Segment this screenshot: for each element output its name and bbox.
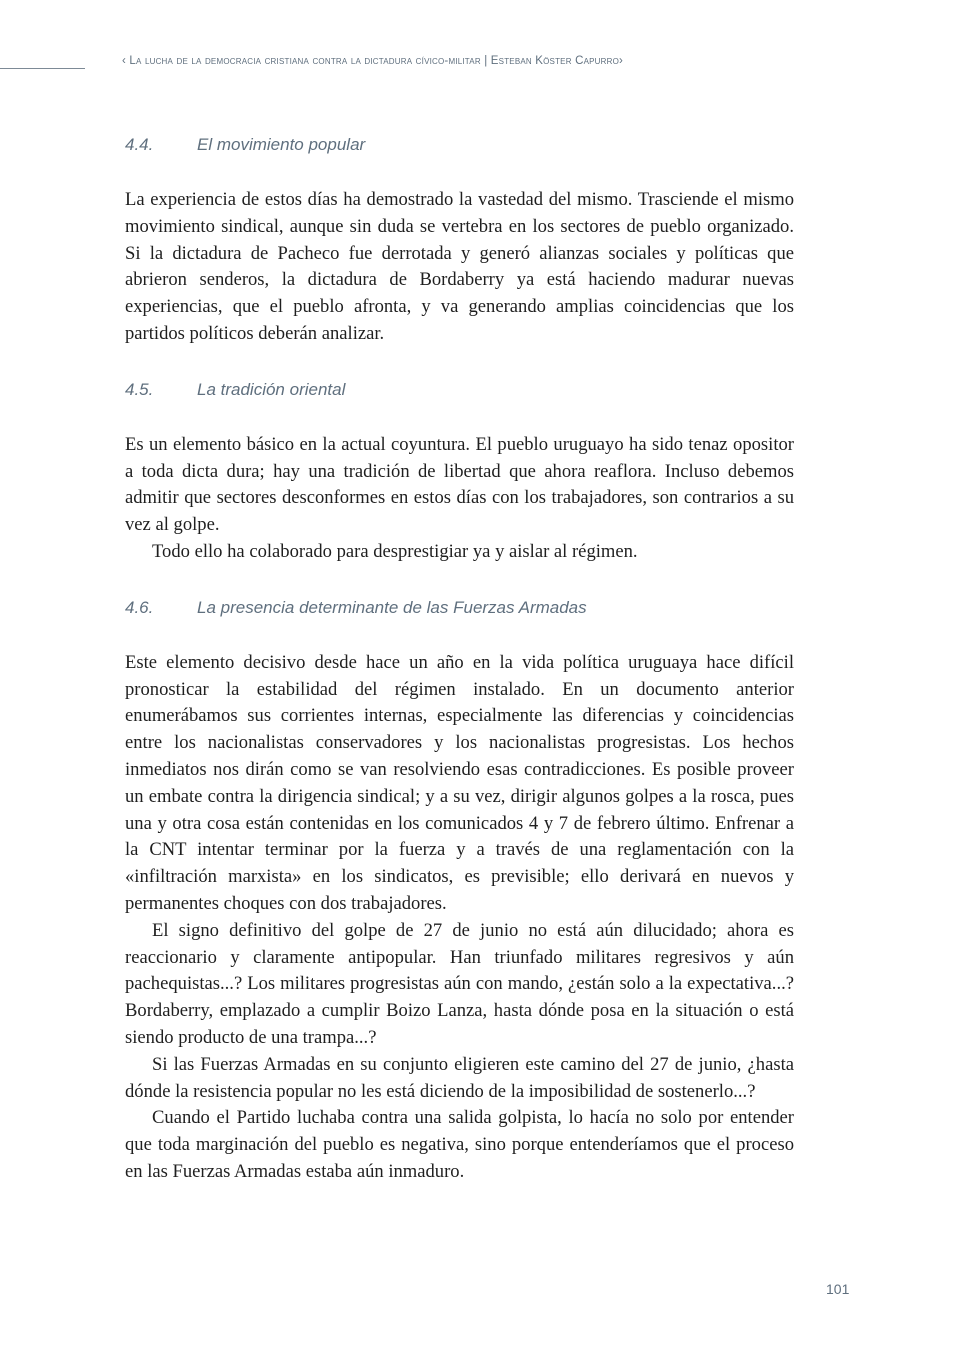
- section-heading: [125, 593, 794, 623]
- section-title: La presencia determinante de las Fuerzas Armadas: [197, 597, 587, 617]
- page-number: 101: [826, 1281, 850, 1297]
- section-title: El movimiento popular: [197, 135, 366, 154]
- body-paragraph: Es un elemento básico en la actual coyuntura. El pueblo uruguayo ha sido tenaz opositor a toda dicta dura; hay una tradición de libertad que ahora reaflora. Incluso debemos admitir que sectores desconformes en estos días con los trabajadores, son contrarios a su vez al golpe.: [125, 433, 794, 536]
- section-heading: [125, 375, 794, 405]
- section-number: 4.5.: [125, 379, 154, 399]
- running-header: ‹ La lucha de la democracia cristiana contra la dictadura cívico-militar | Esteban Köster Capurro›: [122, 55, 624, 67]
- body-paragraph: El signo definitivo del golpe de 27 de junio no está aún dilucidado; ahora es reaccionario y claramente antipopular. Han triunfado militares regresivos y aún pachequistas...? Los militares progresistas aún con mando, ¿están solo a la expectativa...? Bordaberry, emplazado a cumplir Boizo Lanza, hasta dónde posa en la situación o está siendo producto de una trampa...?: [125, 919, 794, 1048]
- header-rule: [0, 68, 85, 69]
- section-number: 4.6.: [125, 597, 154, 617]
- body-paragraph: La experiencia de estos días ha demostrado la vastedad del mismo. Trasciende el mismo movimiento sindical, aunque sin duda se vertebra en los sectores de pueblo organizado. Si la dictadura de Pacheco fue derrotada y generó alianzas sociales y políticas que abrieron senderos, la dictadura de Bordaberry ya está haciendo madurar nuevas experiencias, que el pueblo afronta, y va generando amplias coincidencias que los partidos políticos deberán analizar.: [125, 189, 794, 344]
- body-paragraph: Si las Fuerzas Armadas en su conjunto eligieren este camino del 27 de junio, ¿hasta dónde la resistencia popular no les está diciendo de la imposibilidad de sostenerlo...?: [125, 1053, 794, 1102]
- page-content: [125, 130, 794, 1186]
- section-number: 4.4.: [125, 135, 154, 154]
- body-paragraph: Todo ello ha colaborado para desprestigiar ya y aislar al régimen.: [152, 540, 638, 562]
- body-paragraph: Este elemento decisivo desde hace un año en la vida política uruguaya hace difícil pronosticar la estabilidad del régimen instalado. En un documento anterior enumerábamos sus corrientes internas, especialmente las diferencias y coincidencias entre los nacionalistas conservadores y los nacionalistas progresistas. Los hechos inmediatos nos dirán como se van resolviendo esas contradicciones. Es posible proveer un embate contra la dirigencia sindical; y a su vez, dirigir algunos golpes a la rosca, pues una y otra cosa están contenidas en los comunicados 4 y 7 de febrero último. Enfrenar a la CNT intentar terminar por la fuerza y a través de una reglamentación con la «infiltración marxista» en los sindicatos, es previsible; ello derivará en nuevos y permanentes choques con dos trabajadores.: [125, 651, 794, 914]
- body-paragraph: Cuando el Partido luchaba contra una salida golpista, lo hacía no solo por entender que toda marginación del pueblo es negativa, sino porque entenderíamos que el proceso en las Fuerzas Armadas estaba aún inmaduro.: [125, 1107, 794, 1182]
- section-title: La tradición oriental: [197, 379, 346, 399]
- section-heading: [125, 130, 794, 160]
